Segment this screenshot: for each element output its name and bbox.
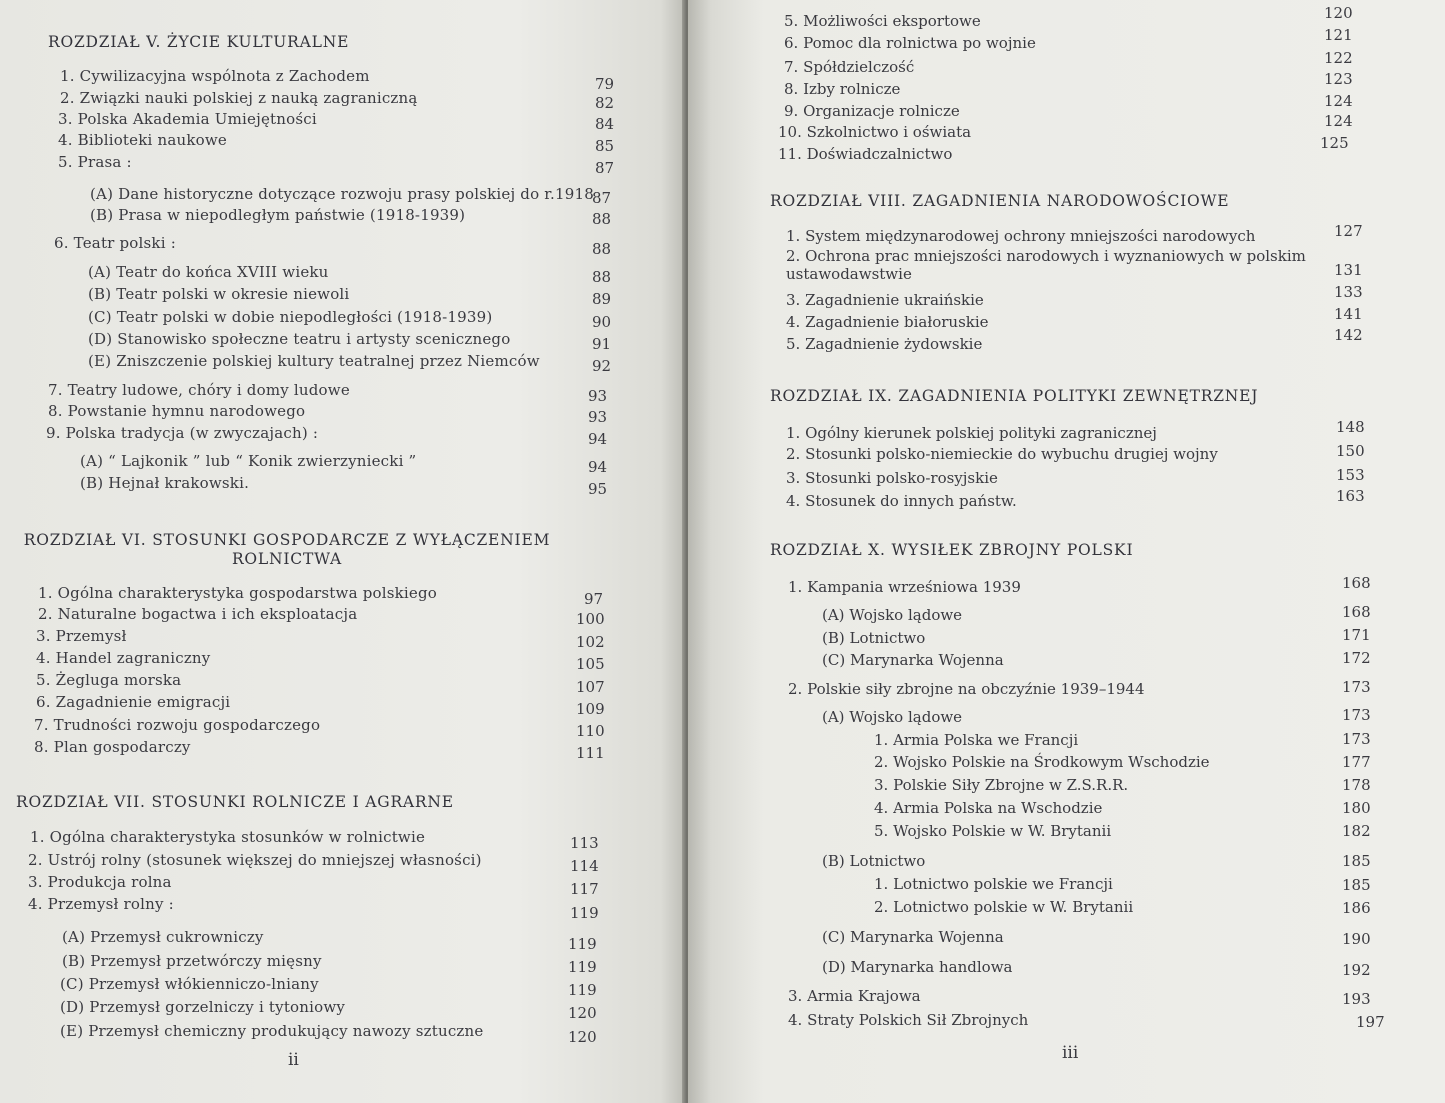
toc-entry: 4. Handel zagraniczny 105 bbox=[36, 649, 605, 673]
page-number: 141 bbox=[1334, 305, 1363, 323]
page-number: 177 bbox=[1342, 753, 1371, 771]
toc-entry: 8. Plan gospodarczy 111 bbox=[34, 738, 605, 762]
toc-entry: 2. Polskie siły zbrojne na obczyźnie 1939–1944 173 bbox=[788, 678, 1371, 698]
page-number: 168 bbox=[1342, 603, 1371, 621]
page-number: 114 bbox=[570, 857, 599, 875]
page-number: 91 bbox=[592, 335, 612, 353]
page-number: 120 bbox=[568, 1004, 597, 1022]
toc-entry: 4. Biblioteki naukowe 85 bbox=[58, 131, 615, 155]
toc-entry: 11. Doświadczalnictwo 125 bbox=[778, 134, 1349, 163]
toc-entry: 5. Prasa : 87 bbox=[58, 153, 615, 177]
toc-entry: 3. Stosunki polsko-rosyjskie 153 bbox=[786, 466, 1365, 487]
toc-entry: 5. Zagadnienie żydowskie 142 bbox=[786, 326, 1363, 353]
page-number: 197 bbox=[1356, 1013, 1385, 1031]
page-number: 113 bbox=[570, 834, 599, 852]
page-number: 79 bbox=[595, 75, 615, 93]
page-number: 93 bbox=[588, 408, 608, 426]
page-number: 88 bbox=[592, 210, 612, 228]
toc-entry: (A) Przemysł cukrowniczy 119 bbox=[62, 928, 597, 953]
page-number: 119 bbox=[570, 904, 599, 922]
toc-entry: 2. Związki nauki polskiej z nauką zagraniczną 82 bbox=[60, 89, 615, 112]
toc-entry: 1. System międzynarodowej ochrony mniejszości narodowych 127 bbox=[786, 222, 1363, 245]
page-number: 94 bbox=[588, 430, 608, 448]
toc-entry: 5. Żegluga morska 107 bbox=[36, 671, 605, 696]
toc-entry: 1. Ogólna charakterystyka stosunków w rolnictwie 113 bbox=[30, 828, 599, 852]
page-number: 193 bbox=[1342, 990, 1371, 1008]
page-number: 111 bbox=[576, 744, 605, 762]
toc-entry: 7. Spółdzielczość 122 bbox=[784, 49, 1353, 76]
toc-entry: 2. Ustrój rolny (stosunek większej do mniejszej własności) 114 bbox=[28, 851, 599, 875]
toc-entry: (D) Stanowisko społeczne teatru i artysty scenicznego 91 bbox=[88, 330, 612, 353]
toc-entry: (A) “ Lajkonik ” lub “ Konik zwierzyniecki ” 94 bbox=[80, 452, 608, 476]
page-number: 87 bbox=[595, 159, 615, 177]
page-number: 84 bbox=[595, 115, 615, 133]
page-number: 93 bbox=[588, 387, 608, 405]
page-number: 150 bbox=[1336, 442, 1365, 460]
page-number: 100 bbox=[576, 610, 605, 628]
toc-entry: 9. Organizacje rolnicze 124 bbox=[784, 92, 1353, 120]
page-number: 97 bbox=[584, 590, 604, 608]
toc-entry: (D) Marynarka handlowa 192 bbox=[822, 958, 1371, 979]
toc-entry: 2. Lotnictwo polskie w W. Brytanii 186 bbox=[874, 898, 1371, 917]
toc-entry: (B) Lotnictwo 185 bbox=[822, 852, 1371, 870]
page-number: 89 bbox=[592, 290, 612, 308]
toc-entry: 4. Armia Polska na Wschodzie 180 bbox=[874, 799, 1371, 817]
page-number: 173 bbox=[1342, 706, 1371, 724]
page-number: 85 bbox=[595, 137, 615, 155]
page-number: 148 bbox=[1336, 418, 1365, 436]
page-number: 117 bbox=[570, 880, 599, 898]
toc-entry: 4. Straty Polskich Sił Zbrojnych 197 bbox=[788, 1011, 1385, 1031]
page-number: 124 bbox=[1324, 92, 1353, 110]
toc-entry: (B) Lotnictwo 171 bbox=[822, 626, 1371, 647]
page-number: 168 bbox=[1342, 574, 1371, 592]
toc-entry: (D) Przemysł gorzelniczy i tytoniowy 120 bbox=[60, 998, 597, 1022]
toc-entry: 4. Stosunek do innych państw. 163 bbox=[786, 487, 1365, 510]
toc-entry: (B) Prasa w niepodległym państwie (1918-1939) 88 bbox=[90, 206, 612, 228]
chapter-heading: ROZDZIAŁ X. WYSIŁEK ZBROJNY POLSKI bbox=[770, 541, 1134, 559]
page-number: 178 bbox=[1342, 776, 1371, 794]
page-number: 121 bbox=[1324, 26, 1353, 44]
left-page bbox=[0, 0, 688, 1103]
page-number: 190 bbox=[1342, 930, 1371, 948]
toc-entry: 3. Zagadnienie ukraińskie 133 bbox=[786, 283, 1363, 309]
toc-entry: 6. Zagadnienie emigracji 109 bbox=[36, 693, 605, 718]
toc-entry: (E) Zniszczenie polskiej kultury teatralnej przez Niemców 92 bbox=[88, 352, 612, 375]
page-number: 95 bbox=[588, 480, 608, 498]
page-number: 87 bbox=[592, 189, 612, 207]
page-number: 107 bbox=[576, 678, 605, 696]
page-number: 171 bbox=[1342, 626, 1371, 644]
page-number: 173 bbox=[1342, 730, 1371, 748]
page-number: 122 bbox=[1324, 49, 1353, 67]
toc-entry: (A) Wojsko lądowe 168 bbox=[822, 603, 1371, 624]
toc-entry: (A) Dane historyczne dotyczące rozwoju prasy polskiej do r.1918 87 bbox=[90, 185, 612, 207]
right-page bbox=[688, 0, 1445, 1103]
page-number: 82 bbox=[595, 94, 615, 112]
page-number: 182 bbox=[1342, 822, 1371, 840]
toc-entry: 8. Powstanie hymnu narodowego 93 bbox=[48, 402, 608, 426]
toc-entry: 2. Stosunki polsko-niemieckie do wybuchu drugiej wojny 150 bbox=[786, 442, 1365, 463]
page-number: 105 bbox=[576, 655, 605, 673]
page-number: 125 bbox=[1320, 134, 1349, 152]
toc-entry: 1. Ogólny kierunek polskiej polityki zagranicznej 148 bbox=[786, 418, 1365, 442]
toc-entry: (A) Teatr do końca XVIII wieku 88 bbox=[88, 263, 612, 286]
chapter-heading: ROZDZIAŁ V. ŻYCIE KULTURALNE bbox=[48, 33, 350, 51]
toc-entry: 3. Przemysł 102 bbox=[36, 627, 605, 651]
page-number: 119 bbox=[568, 981, 597, 999]
page-number: 110 bbox=[576, 722, 605, 740]
toc-entry: (B) Hejnał krakowski. 95 bbox=[80, 474, 608, 498]
toc-entry: 6. Teatr polski : 88 bbox=[54, 234, 612, 258]
page-number: 88 bbox=[592, 268, 612, 286]
page-number: 173 bbox=[1342, 678, 1371, 696]
page-number: 131 bbox=[1334, 261, 1363, 279]
chapter-heading: ROZDZIAŁ VI. STOSUNKI GOSPODARCZE Z WYŁĄCZENIEM ROLNICTWA bbox=[23, 531, 551, 568]
chapter-heading: ROZDZIAŁ IX. ZAGADNIENIA POLITYKI ZEWNĘTRZNEJ bbox=[770, 387, 1259, 405]
page-folio: iii bbox=[1062, 1043, 1079, 1063]
chapter-heading: ROZDZIAŁ VIII. ZAGADNIENIA NARODOWOŚCIOWE bbox=[770, 192, 1230, 210]
page-number: 163 bbox=[1336, 487, 1365, 505]
toc-entry: 1. Armia Polska we Francji 173 bbox=[874, 730, 1371, 749]
toc-entry: 9. Polska tradycja (w zwyczajach) : 94 bbox=[46, 424, 608, 448]
toc-entry: 3. Polskie Siły Zbrojne w Z.S.R.R. 178 bbox=[874, 776, 1371, 794]
toc-entry: 3. Polska Akademia Umiejętności 84 bbox=[58, 110, 615, 133]
toc-entry: 5. Możliwości eksportowe 120 bbox=[784, 4, 1353, 30]
page-number: 172 bbox=[1342, 649, 1371, 667]
chapter-heading: ROZDZIAŁ VII. STOSUNKI ROLNICZE I AGRARNE bbox=[16, 793, 454, 811]
toc-entry: (B) Teatr polski w okresie niewoli 89 bbox=[88, 285, 612, 308]
toc-entry: 3. Produkcja rolna 117 bbox=[28, 873, 599, 898]
toc-entry: 5. Wojsko Polskie w W. Brytanii 182 bbox=[874, 822, 1371, 840]
toc-entry: 1. Ogólna charakterystyka gospodarstwa polskiego 97 bbox=[38, 584, 604, 608]
toc-entry: 10. Szkolnictwo i oświata 124 bbox=[778, 112, 1353, 141]
toc-entry: 4. Przemysł rolny : 119 bbox=[28, 895, 599, 922]
page-number: 92 bbox=[592, 357, 612, 375]
page-number: 120 bbox=[568, 1028, 597, 1046]
page-folio: ii bbox=[288, 1050, 299, 1070]
toc-entry: (B) Przemysł przetwórczy mięsny 119 bbox=[62, 952, 597, 976]
page-number: 119 bbox=[568, 935, 597, 953]
page-number: 94 bbox=[588, 458, 608, 476]
right-toc bbox=[688, 0, 1445, 1103]
toc-entry: 1. Cywilizacyjna wspólnota z Zachodem 79 bbox=[60, 67, 615, 93]
toc-entry: 2. Wojsko Polskie na Środkowym Wschodzie 177 bbox=[874, 753, 1371, 771]
toc-entry: 2. Ochrona prac mniejszości narodowych i wyznaniowych w polskim ustawodawstwie 131 bbox=[786, 247, 1363, 283]
page-number: 123 bbox=[1324, 70, 1353, 88]
toc-entry: 7. Trudności rozwoju gospodarczego 110 bbox=[34, 716, 605, 740]
toc-entry: (A) Wojsko lądowe 173 bbox=[822, 706, 1371, 726]
page-number: 142 bbox=[1334, 326, 1363, 344]
toc-entry: (C) Marynarka Wojenna 172 bbox=[822, 649, 1371, 669]
page-number: 192 bbox=[1342, 961, 1371, 979]
toc-entry: (C) Przemysł włókienniczo-lniany 119 bbox=[60, 975, 597, 999]
toc-entry: 2. Naturalne bogactwa i ich eksploatacja 100 bbox=[38, 605, 605, 628]
page-number: 120 bbox=[1324, 4, 1353, 22]
toc-entry: (C) Marynarka Wojenna 190 bbox=[822, 928, 1371, 948]
page-number: 109 bbox=[576, 700, 605, 718]
page-number: 186 bbox=[1342, 899, 1371, 917]
toc-entry: 1. Lotnictwo polskie we Francji 185 bbox=[874, 875, 1371, 894]
page-number: 153 bbox=[1336, 466, 1365, 484]
page-number: 102 bbox=[576, 633, 605, 651]
toc-entry: 8. Izby rolnicze 123 bbox=[784, 70, 1353, 98]
page-number: 90 bbox=[592, 313, 612, 331]
toc-entry: 7. Teatry ludowe, chóry i domy ludowe 93 bbox=[48, 381, 608, 405]
page-number: 180 bbox=[1342, 799, 1371, 817]
page-number: 88 bbox=[592, 240, 612, 258]
page-number: 185 bbox=[1342, 852, 1371, 870]
page-number: 124 bbox=[1324, 112, 1353, 130]
page-number: 133 bbox=[1334, 283, 1363, 301]
page-number: 185 bbox=[1342, 876, 1371, 894]
toc-entry: 3. Armia Krajowa 193 bbox=[788, 987, 1371, 1008]
toc-entry: 6. Pomoc dla rolnictwa po wojnie 121 bbox=[784, 26, 1353, 52]
toc-entry: 4. Zagadnienie białoruskie 141 bbox=[786, 305, 1363, 331]
toc-entry: 1. Kampania wrześniowa 1939 168 bbox=[788, 574, 1371, 596]
toc-entry: (E) Przemysł chemiczny produkujący nawozy sztuczne 120 bbox=[60, 1022, 597, 1046]
page-number: 119 bbox=[568, 958, 597, 976]
left-toc bbox=[0, 0, 688, 1103]
toc-entry: (C) Teatr polski w dobie niepodległości (1918-1939) 90 bbox=[88, 308, 612, 331]
page-number: 127 bbox=[1334, 222, 1363, 240]
